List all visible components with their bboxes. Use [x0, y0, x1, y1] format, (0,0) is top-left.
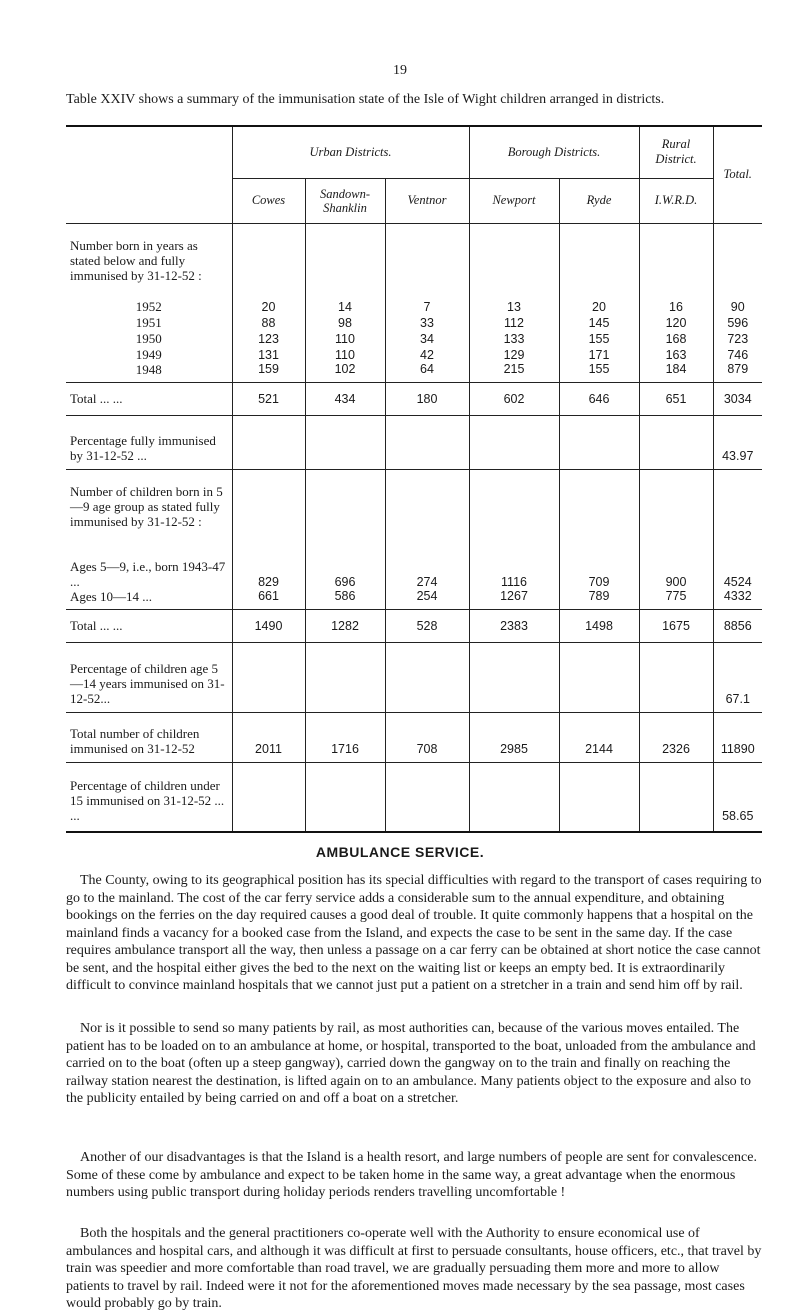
percentage-row-1: Percentage fully immunised by 31-12-52 ... 43.97: [66, 415, 762, 469]
col-ryde: Ryde: [559, 178, 639, 223]
page-number: 19: [393, 63, 407, 78]
section1-label: Number born in years as stated below and fully immunised by 31-12-52 :: [66, 223, 232, 298]
total-row-2: Total ... ... 1490 1282 528 2383 1498 1675 8856: [66, 609, 762, 642]
paragraph: Both the hospitals and the general practitioners co-operate well with the Authority to ensure economical use of ambulances and hospital cars, and although it was difficult at first to persuade consultants, house officers, etc., that travel by train was speedier and more comfortable than road travel, we are gradually persuading them more and more to allow patients to travel by rail. Indeed were it not for the aforementioned moves made necessary by the sea passage, most cases would probably go by train.: [66, 1226, 762, 1311]
table-row: 1949 131 110 42 129 171 163 746: [66, 346, 762, 362]
percentage-row-3: Percentage of children under 15 immunised on 31-12-52 ... ... 58.65: [66, 762, 762, 832]
table-row: Ages 5—9, i.e., born 1943-47 ... 829 696 274 1116 709 900 4524: [66, 559, 762, 589]
paragraph: Nor is it possible to send so many patients by rail, as most authorities can, because of the various moves entailed. The patient has to be loaded on to an ambulance at home, or hospital, transported to the boat, unloaded from the ambulance and carried on to the boat (often up a steep gangway), carried down the gangway on to the train and finally on reaching the railway station nearest the destination, is lifted again on to an ambulance. Many patients object to the exposure and also to the publicity entailed by being carried on and off a boat on a stretcher.: [66, 1021, 756, 1106]
col-newport: Newport: [469, 178, 559, 223]
rural-district-header: Rural District.: [639, 126, 713, 178]
paragraph: Another of our disadvantages is that the Island is a health resort, and large numbers of people are sent for convalescence. Some of these come by ambulance and expect to be taken home in the same way, a great advantage when the enormous numbers using public transport during holiday periods renders travelling uncomfortable !: [66, 1150, 757, 1200]
table-row: 1952 20 14 7 13 20 16 90: [66, 298, 762, 314]
table-row: 1950 123 110 34 133 155 168 723: [66, 330, 762, 346]
table-row: Ages 10—14 ... 661 586 254 1267 789 775 4332: [66, 589, 762, 609]
total-row-3: Total number of children immunised on 31-12-52 2011 1716 708 2985 2144 2326 11890: [66, 712, 762, 762]
col-ventnor: Ventnor: [385, 178, 469, 223]
immunisation-table: [66, 125, 762, 833]
table-row: 1951 88 98 33 112 145 120 596: [66, 314, 762, 330]
section2-label: Number of children born in 5—9 age group as stated fully immunised by 31-12-52 :: [66, 469, 232, 559]
urban-districts-header: Urban Districts.: [232, 126, 469, 178]
col-sandown-shanklin: Sandown- Shanklin: [305, 178, 385, 223]
borough-districts-header: Borough Districts.: [469, 126, 639, 178]
table-row: 1948 159 102 64 215 155 184 879: [66, 362, 762, 382]
total-row-1: Total ... ... 521 434 180 602 646 651 3034: [66, 382, 762, 415]
intro-text: Table XXIV shows a summary of the immunisation state of the Isle of Wight children arranged in districts.: [66, 92, 665, 107]
section-heading: AMBULANCE SERVICE.: [315, 844, 485, 860]
paragraph: The County, owing to its geographical position has its special difficulties with regard to the transport of cases requiring to go to the mainland. The cost of the car ferry service adds a considerable sum to the annual expenditure, and obtaining bookings on the ferries on the day required causes a good deal of trouble. It quite commonly happens that a hospital on the mainland finds a vacancy for a booked case from the Island, and expects the case to be sent in the same day. If the case requires ambulance transport all the way, then unless a passage on a car ferry can be obtained at short notice the case cannot be sent, and the hospital either gives the bed to the next on the waiting list or keeps an empty bed. It is extraordinarily difficult to convince mainland hospitals that we cannot just put a patient on a stretcher in a train and send him off by rail.: [66, 873, 762, 993]
total-header: Total.: [713, 126, 762, 223]
percentage-row-2: Percentage of children age 5—14 years immunised on 31-12-52... 67.1: [66, 642, 762, 712]
col-iwrd: I.W.R.D.: [639, 178, 713, 223]
col-cowes: Cowes: [232, 178, 305, 223]
